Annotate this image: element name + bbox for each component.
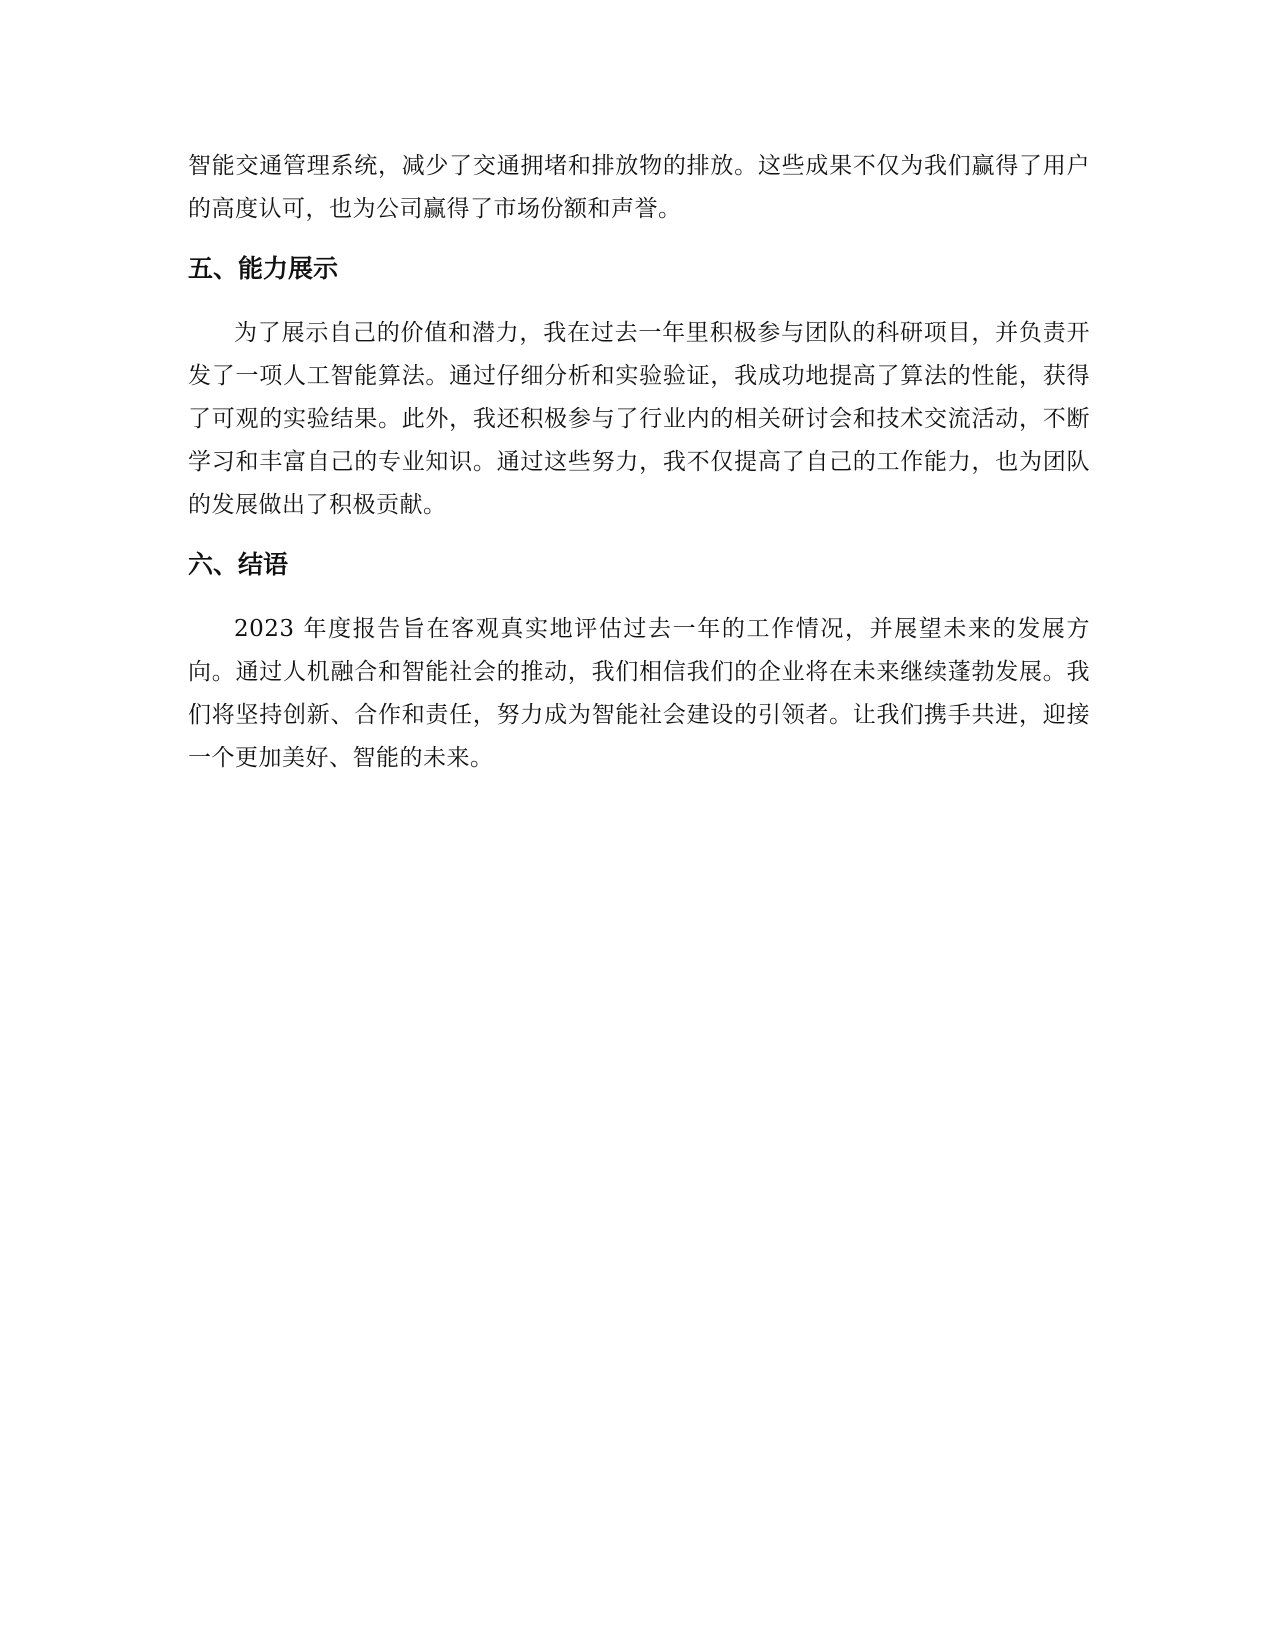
section-paragraph-conclusion: 2023 年度报告旨在客观真实地评估过去一年的工作情况，并展望未来的发展方向。通过人机融合和智能社会的推动，我们相信我们的企业将在未来继续蓬勃发展。我们将坚持创新、合作和责任，努力成为智能社会建设的引领者。让我们携手共进，迎接一个更加美好、智能的未来。 bbox=[188, 616, 1090, 771]
spacer bbox=[188, 231, 1090, 252]
intro-paragraph: 智能交通管理系统，减少了交通拥堵和排放物的排放。这些成果不仅为我们赢得了用户的高度认可，也为公司赢得了市场份额和声誉。 bbox=[188, 153, 1090, 222]
section-paragraph-ability: 为了展示自己的价值和潜力，我在过去一年里积极参与团队的科研项目，并负责开发了一项人工智能算法。通过仔细分析和实验验证，我成功地提高了算法的性能，获得了可观的实验结果。此外，我还积极参与了行业内的相关研讨会和技术交流活动，不断学习和丰富自己的专业知识。通过这些努力，我不仅提高了自己的工作能力，也为团队的发展做出了积极贡献。 bbox=[188, 320, 1090, 518]
spacer bbox=[188, 582, 1090, 608]
section-heading-conclusion: 六、结语 bbox=[188, 550, 289, 579]
spacer bbox=[188, 286, 1090, 312]
section-heading-ability: 五、能力展示 bbox=[188, 254, 339, 283]
spacer bbox=[188, 527, 1090, 548]
document-body bbox=[188, 145, 1090, 780]
